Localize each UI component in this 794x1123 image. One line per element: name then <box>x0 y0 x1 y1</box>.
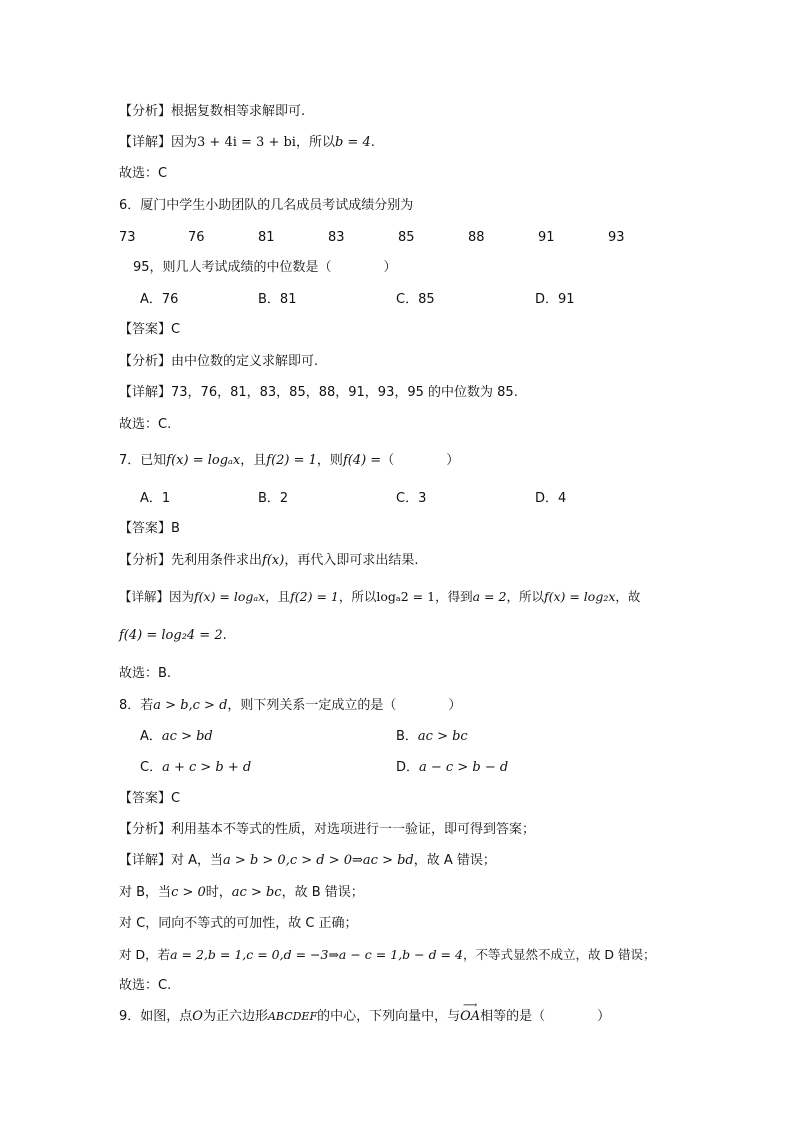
q9-stem-o: O <box>192 1009 203 1024</box>
q8-option-b <box>396 728 468 746</box>
q7-detail-t4: ，所以 <box>506 589 544 604</box>
q7-detail-f: f(x) = logₐx <box>194 589 266 604</box>
q8-option-a-letter: A． <box>140 729 162 744</box>
q6-option-b: B．81 <box>258 292 297 307</box>
q7-stem-mid: ，且 <box>240 453 267 468</box>
q5-detail-mid: ，所以 <box>295 135 335 150</box>
q5-detail-end: . <box>370 135 375 150</box>
q6-score: 73 <box>119 230 136 245</box>
q6-score: 81 <box>258 230 275 245</box>
answer-tag: 【答案】 <box>119 791 172 806</box>
q7-detail-pre: 因为 <box>169 589 195 604</box>
q9-stem <box>119 1000 611 1026</box>
q7-detail-f2: f(2) = 1 <box>290 589 339 604</box>
q5-detail <box>119 134 375 152</box>
q8-analysis-text: 利用基本不等式的性质，对选项进行一一验证，即可得到答案； <box>171 822 536 837</box>
q8-detail-d-pre: 对 D，若 <box>119 947 171 962</box>
q5-detail-res: b = 4 <box>334 135 371 150</box>
q7-option-c: C．3 <box>396 491 427 506</box>
q9-stem-pre: 9．如图，点 <box>119 1009 193 1024</box>
q6-stem: 6．厦门中学生小助团队的几名成员考试成绩分别为 <box>119 198 414 213</box>
q8-detail-d-expr: a = 2,b = 1,c = 0,d = −3⇒a − c = 1,b − d = 4 <box>170 947 463 962</box>
q8-option-a <box>140 728 213 746</box>
q8-detail-b-pre: 对 B，当 <box>119 885 172 900</box>
q6-detail-text: 73，76，81，83，85，88，91，93，95 的中位数为 85. <box>171 385 518 400</box>
q6-option-c: C．85 <box>396 292 435 307</box>
q7-stem-pre: 7．已知 <box>119 453 167 468</box>
q5-detail-pre: 因为 <box>171 135 198 150</box>
q7-analysis-f: f(x) <box>262 553 285 568</box>
q9-stem-vec: OA <box>460 1009 481 1024</box>
q6-choose: 故选：C. <box>119 417 172 432</box>
q8-option-a-expr: ac > bd <box>161 729 213 744</box>
q7-detail <box>119 588 640 606</box>
q6-stem2: 95，则几人考试成绩的中位数是（ ） <box>133 260 397 275</box>
q7-detail-t3: ，得到 <box>435 589 473 604</box>
q6-analysis-text: 由中位数的定义求解即可. <box>171 354 319 369</box>
q7-detail-line2 <box>119 627 227 645</box>
q5-choose: 故选：C <box>119 166 168 181</box>
q8-stem-end: ，则下列关系一定成立的是（ ） <box>227 698 462 713</box>
q8-detail-a-pre: 对 A，当 <box>171 853 224 868</box>
answer-tag: 【答案】 <box>119 322 172 337</box>
q8-option-d-expr: a − c > b − d <box>419 760 509 775</box>
q8-detail-b <box>119 884 364 902</box>
q7-stem-end: （ ） <box>381 453 460 468</box>
q7-option-b: B．2 <box>258 491 289 506</box>
q8-option-c <box>140 759 251 777</box>
q6-option-a: A．76 <box>140 292 179 307</box>
detail-tag: 【详解】 <box>119 853 172 868</box>
q8-detail-b-expr: c > 0 <box>171 885 206 900</box>
vector-arrow-icon: ⟶ <box>462 1000 478 1011</box>
q8-analysis <box>119 821 535 839</box>
q8-detail-c: 对 C，同向不等式的可加性，故 C 正确； <box>119 916 358 931</box>
q7-analysis-pre: 先利用条件求出 <box>171 553 263 568</box>
q8-detail-a-end: ，故 A 错误； <box>413 853 496 868</box>
q9-stem-end: 相等的是（ ） <box>480 1009 611 1024</box>
q7-analysis-end: ，再代入即可求出结果. <box>284 553 419 568</box>
analysis-tag: 【分析】 <box>119 822 172 837</box>
q7-stem-f2: f(2) = 1 <box>266 453 317 468</box>
q6-detail <box>119 384 518 402</box>
q6-score: 76 <box>188 230 205 245</box>
q7-detail-f3: f(x) = log₂x <box>543 589 616 604</box>
q6-score: 83 <box>328 230 345 245</box>
q8-answer <box>119 790 180 808</box>
q5-detail-eq: 3 + 4i = 3 + bi <box>197 135 296 150</box>
analysis-tag: 【分析】 <box>119 104 172 119</box>
q8-stem-cond: a > b,c > d <box>153 698 228 713</box>
q8-detail-b-expr2: ac > bc <box>231 885 282 900</box>
q7-option-a: A．1 <box>140 491 171 506</box>
q8-answer-value: C <box>171 791 181 806</box>
q7-detail-t5: ，故 <box>615 589 641 604</box>
detail-tag: 【详解】 <box>119 135 172 150</box>
analysis-tag: 【分析】 <box>119 354 172 369</box>
q8-option-c-expr: a + c > b + d <box>162 760 252 775</box>
q8-option-d <box>396 759 508 777</box>
q8-option-d-letter: D． <box>396 760 420 775</box>
q7-detail-log: logₐ2 = 1 <box>376 589 436 604</box>
q6-score: 88 <box>468 230 485 245</box>
q6-analysis <box>119 353 318 371</box>
q7-detail-line2-expr: f(4) = log₂4 = 2 <box>119 628 223 643</box>
q8-detail-a-expr: a > b > 0,c > d > 0⇒ac > bd <box>223 853 414 868</box>
q7-answer-value: B <box>171 521 180 536</box>
q9-stem-vector <box>460 1000 481 1026</box>
q9-stem-hex: ABCDEF <box>267 1010 318 1023</box>
q8-option-c-letter: C． <box>140 760 163 775</box>
q8-stem-pre: 8．若 <box>119 698 154 713</box>
q8-stem <box>119 697 461 715</box>
q7-answer <box>119 520 180 538</box>
q6-option-d: D．91 <box>535 292 575 307</box>
q7-analysis <box>119 552 418 570</box>
q7-detail-t2: ，所以 <box>338 589 377 604</box>
q6-score: 91 <box>538 230 555 245</box>
q8-option-b-expr: ac > bc <box>417 729 468 744</box>
q9-stem-mid2: 的中心，下列向量中，与 <box>317 1009 461 1024</box>
q7-stem-mid2: ，则 <box>316 453 343 468</box>
q8-detail-b-end: ，故 B 错误； <box>281 885 364 900</box>
q7-choose: 故选：B. <box>119 666 172 681</box>
q5-analysis <box>119 103 305 121</box>
q7-stem <box>119 452 459 470</box>
q7-option-d: D．4 <box>535 491 567 506</box>
answer-tag: 【答案】 <box>119 521 172 536</box>
q9-stem-mid: 为正六边形 <box>202 1009 268 1024</box>
q7-detail-t1: ，且 <box>265 589 291 604</box>
q7-detail-line2-end: . <box>222 628 227 643</box>
q8-choose: 故选：C. <box>119 978 172 993</box>
detail-tag: 【详解】 <box>119 589 170 604</box>
q6-answer <box>119 321 180 339</box>
q6-score: 85 <box>398 230 415 245</box>
q8-detail-d-end: ，不等式显然不成立，故 D 错误； <box>462 947 656 962</box>
q5-analysis-text: 根据复数相等求解即可. <box>171 104 306 119</box>
q7-stem-f: f(x) = logₐx <box>166 453 241 468</box>
q6-answer-value: C <box>171 322 181 337</box>
q8-detail-b-mid: 时， <box>205 885 232 900</box>
q7-stem-f4: f(4) = <box>342 453 382 468</box>
analysis-tag: 【分析】 <box>119 553 172 568</box>
q8-option-b-letter: B． <box>396 729 418 744</box>
detail-tag: 【详解】 <box>119 385 172 400</box>
q8-detail-d <box>119 946 656 964</box>
q7-detail-a: a = 2 <box>472 589 507 604</box>
q6-score: 93 <box>608 230 625 245</box>
q8-detail-a <box>119 852 496 870</box>
